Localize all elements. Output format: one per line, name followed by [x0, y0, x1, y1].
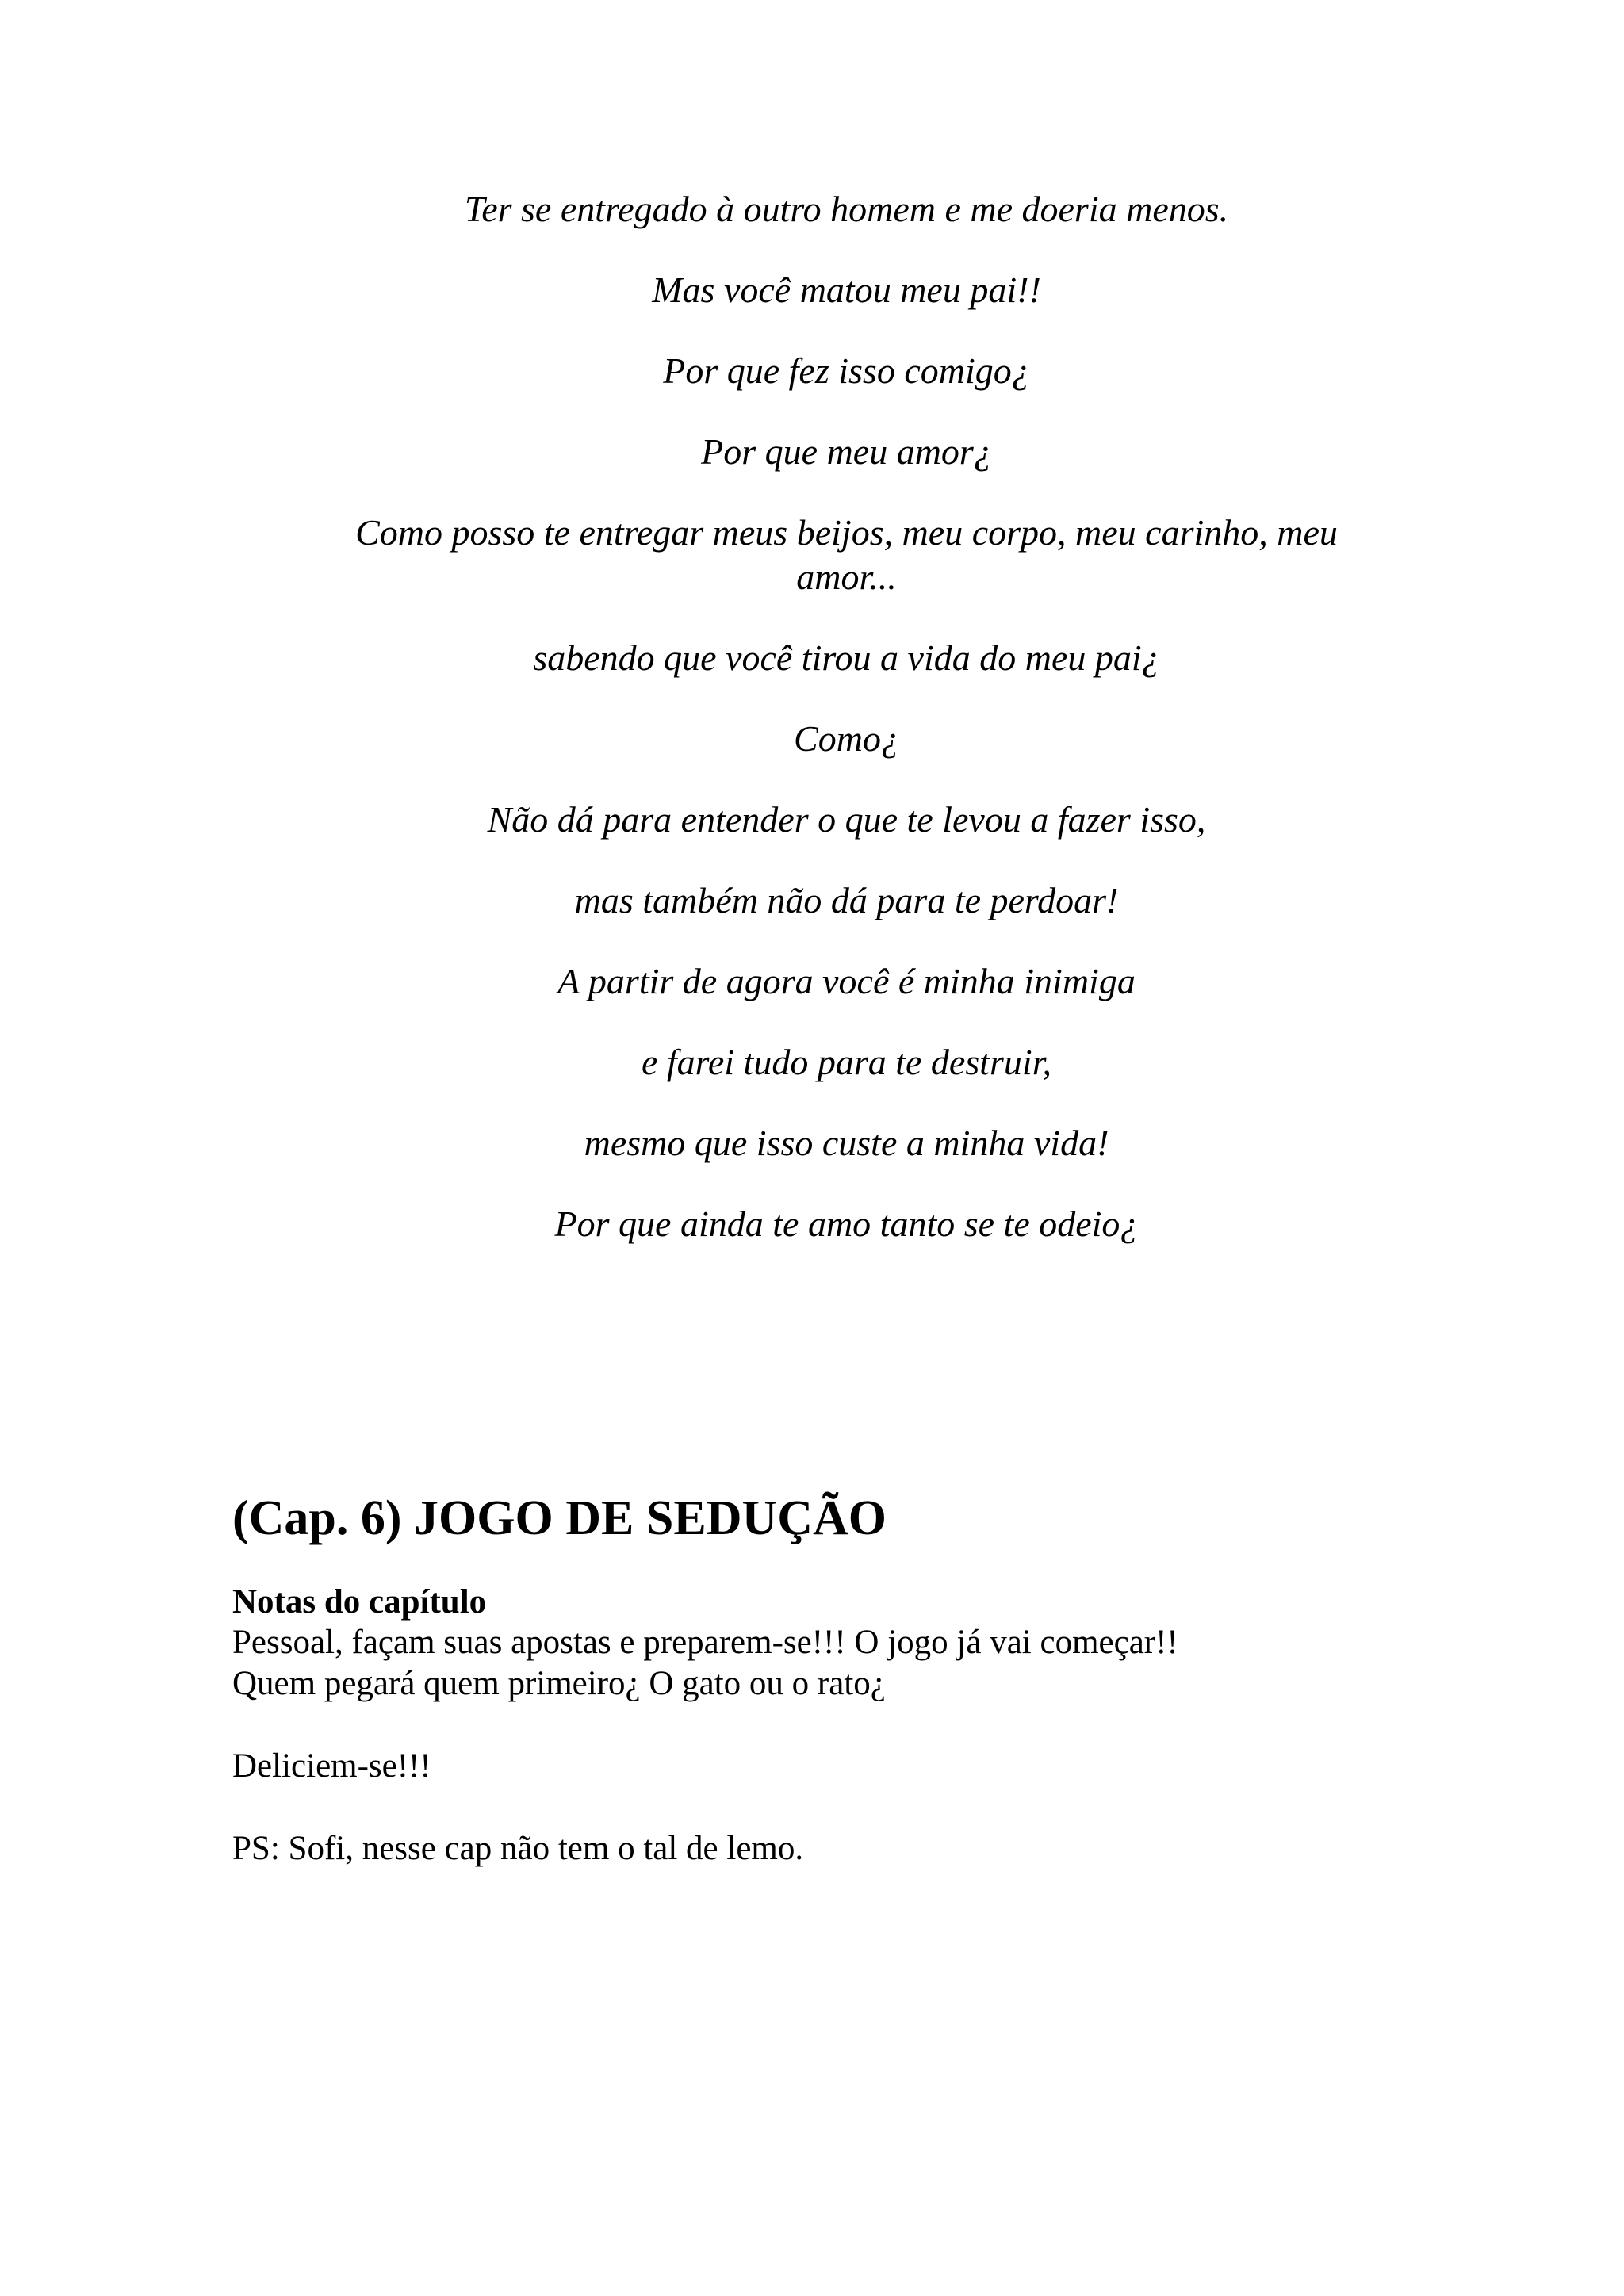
- poem-line: A partir de agora você é minha inimiga: [557, 961, 1136, 1001]
- notes-line: Deliciem-se!!!: [232, 1747, 431, 1785]
- notes-line: PS: Sofi, nesse cap não tem o tal de lemo.: [232, 1830, 804, 1867]
- poem-line: Por que fez isso comigo¿: [663, 350, 1030, 391]
- poem-line: Como posso te entregar meus beijos, meu corpo, meu carinho, meu: [355, 512, 1338, 553]
- notes-heading: Notas do capítulo: [232, 1583, 487, 1621]
- poem-line: amor...: [796, 557, 897, 597]
- poem-line: e farei tudo para te destruir,: [641, 1042, 1052, 1082]
- poem-line: Ter se entregado à outro homem e me doeria menos.: [464, 189, 1229, 229]
- poem-stanza-multiline: [230, 511, 1463, 599]
- chapter-title: (Cap. 6) JOGO DE SEDUÇÃO: [232, 1491, 887, 1545]
- poem-line: Por que meu amor¿: [701, 431, 992, 472]
- poem-line: sabendo que você tirou a vida do meu pai¿: [533, 637, 1160, 678]
- poem-line: Mas você matou meu pai!!: [652, 270, 1041, 310]
- notes-line: Pessoal, façam suas apostas e preparem-se!!! O jogo já vai começar!!: [232, 1624, 1178, 1661]
- poem-line: mesmo que isso custe a minha vida!: [584, 1123, 1109, 1163]
- poem-line: Por que ainda te amo tanto se te odeio¿: [554, 1203, 1139, 1244]
- poem-line: mas também não dá para te perdoar!: [574, 880, 1119, 920]
- poem-block: [230, 187, 1463, 1283]
- poem-line: Não dá para entender o que te levou a fazer isso,: [487, 799, 1206, 840]
- notes-line: Quem pegará quem primeiro¿ O gato ou o rato¿: [232, 1665, 886, 1702]
- chapter-section: [232, 1490, 1501, 1869]
- poem-line: Como¿: [794, 718, 899, 759]
